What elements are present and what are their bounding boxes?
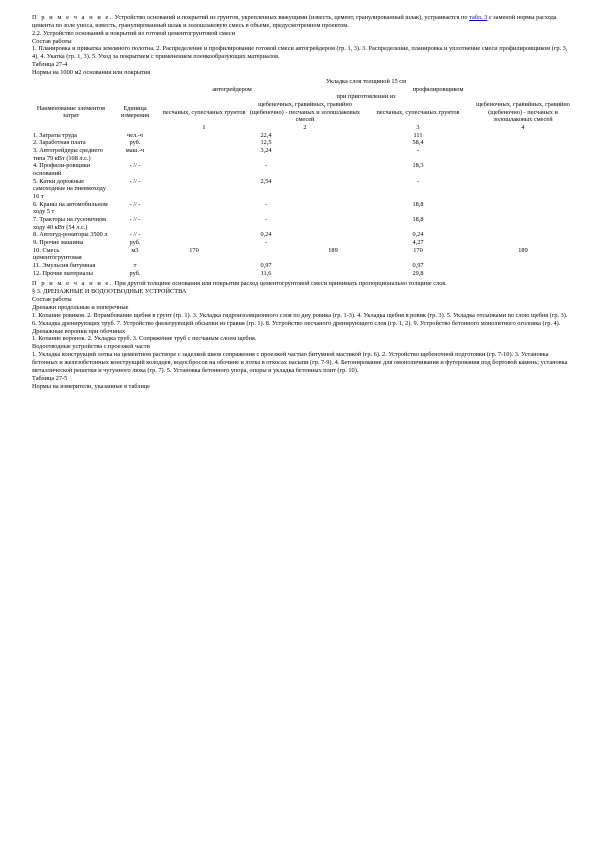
row-value-shared-34: 0,97 [412, 262, 424, 269]
row-unit: руб. [129, 238, 141, 246]
row-unit: - // - [129, 200, 141, 208]
row-name: 5. Катки дорожные самоходные на пневмоходу 16 т [33, 177, 107, 200]
table-row [32, 147, 572, 162]
row-name: 4. Профили-ровщики оснований [33, 162, 91, 177]
column-header-4: щебеночных, гравийных, гравийно (щебеночно) - песчаных и золошлаковых смесей [476, 100, 570, 124]
table-row [32, 231, 572, 239]
culverts-text: 1. Укладка конструкций лотка на цементном растворе с заделкой швов сопряжения с проезжей частью битумной мастикой (гр. 6). 2. Устройство щебеночной подготовки (гр. 7-10). 3. Установка бетонных и железобетонных конструкций колодцев, водосбросов на обочине и лотка в откосах насыпи (гр. 7-9). 4. Бетонирование для омоноличивания и футерования под бортовой камень; установка металлической решетки и чугунного люка (гр. 7). 5. Установка бетонного упора, опоры и укладка бетонных плит (гр. 10). [32, 351, 568, 374]
row-value-shared-12: 0,24 [260, 231, 272, 239]
row-value-shared-12: - [264, 215, 268, 223]
row-value-shared-34: 18,8 [412, 200, 424, 208]
row-value-shared-34: 170 [413, 246, 423, 254]
row-name: 12. Прочие материалы [33, 269, 93, 277]
row-unit: руб. [129, 139, 141, 147]
row-value-shared-12: - [264, 162, 268, 170]
row-value-col1 [160, 178, 228, 201]
row-value-col4 [474, 262, 572, 270]
row-value-col2 [304, 132, 362, 140]
row-value-col4 [474, 216, 572, 231]
row-value-col1 [160, 270, 228, 278]
row-name: 3. Автогрейдеры среднего типа 79 кВт (108 л.с.) [33, 146, 103, 162]
table-row [32, 247, 572, 262]
row-value-shared-34: 18,8 [412, 215, 424, 223]
row-name: 11. Эмульсия битумная [33, 262, 96, 269]
row-name: 7. Тракторы на гусеничном ходу 40 кВт (54 л.с.) [33, 215, 107, 231]
row-value-col4 [474, 132, 572, 140]
row-value-col4 [474, 178, 572, 201]
row-value-col1 [160, 201, 228, 216]
row-value-shared-12: 12,5 [260, 139, 272, 147]
row-value-shared-34: - [416, 146, 420, 154]
row-value-col1 [160, 147, 228, 162]
drains-heading: Дренажи продольные и поперечные [32, 303, 129, 311]
row-unit: руб. [129, 269, 141, 277]
row-value-col1 [160, 139, 228, 147]
row-value-col1 [160, 239, 228, 247]
row-value-col2 [304, 201, 362, 216]
column-number-2: 2 [303, 123, 307, 131]
row-unit: т [133, 262, 137, 269]
group-header-grader: автогрейдером [212, 85, 252, 93]
row-value-col2 [304, 270, 362, 278]
row-unit: чел.-ч [127, 131, 143, 139]
table-row [32, 239, 572, 247]
table-27-5-caption: Нормы на измерители, указанные в таблице [32, 382, 150, 390]
row-value-shared-12: 3,24 [260, 146, 272, 154]
row-value-shared-34: - [416, 177, 420, 185]
drains-text: 1. Копание ровиков. 2. Втрамбование щебня в грунт (гр. 1). 3. Укладка гидроизоляционного слоя по дну ровика (гр. 1-3). 4. Укладка щебня в ровик (гр. 3). 5. Укладка отсыпками по слою щебня (гр. 3). 6. Укладка дренирующих труб. 7. Устройство фильтрующей обсыпки из гравия (гр. 1). 8. Устройство песчаного дренирующего слоя (гр. 1, 2). 9. Устройство бетонного монолитного оголовка (гр. 4). [32, 311, 568, 327]
row-value-col4 [474, 139, 572, 147]
work-text: 1. Планировка и прикатка земляного полотна. 2. Распределение и профилирование готовой смеси автогрейдером (гр. 1, 3). 3. Распределение, планировка и уплотнение смеси профилировщиком (гр. 3, 4). 4. Укатка (гр. 1, 3). 5. Уход за покрытием с применением пленкообразующих материалов. [32, 45, 568, 61]
row-value-col2 [304, 239, 362, 247]
row-value-col1 [160, 262, 228, 270]
row-unit: маш.-ч [125, 146, 145, 154]
culverts-heading: Водоотводные устройства с проезжей части [32, 343, 150, 351]
note-2-text: При другой толщине основания или покрытия расход цементогрунтовой смеси принимать пропорционально толщине слоя. [113, 280, 447, 288]
table-row [32, 132, 572, 140]
row-name: 9. Прочие машины [33, 238, 84, 246]
row-value-col2 [304, 178, 362, 201]
row-value-shared-34: 4,27 [412, 238, 424, 246]
section-2-2-title: 2.2. Устройство оснований и покрытий из готовой цементогрунтовой смеси [32, 29, 235, 37]
subgroup-header: при приготовлении из [336, 93, 396, 101]
table-row [32, 178, 572, 201]
row-value-col1 [160, 162, 228, 177]
column-number-4: 4 [521, 123, 525, 131]
table-row [32, 270, 572, 278]
row-value-shared-12: - [264, 200, 268, 208]
note-2-prefix: П р и м е ч а н и е. [32, 280, 114, 288]
row-value-col1 [160, 216, 228, 231]
column-header-3: песчаных, супесчаных грунтов [376, 108, 460, 116]
row-unit: - // - [129, 215, 141, 223]
row-name: 8. Автогуд-ронаторы 3500 л [33, 231, 108, 239]
row-unit: - // - [129, 177, 141, 185]
row-value-col2: 189 [328, 246, 338, 254]
wells-heading: Дренажные воронки при обочинах [32, 327, 126, 335]
row-value-shared-12: 2,54 [260, 177, 272, 185]
section-3-title: § 3. ДРЕНАЖНЫЕ И ВОДООТВОДНЫЕ УСТРОЙСТВА [32, 288, 187, 296]
row-value-col4 [474, 162, 572, 177]
row-name: 10. Смесь цементогрунтовая [33, 246, 82, 262]
table-row [32, 201, 572, 216]
column-header-2: щебеночных, гравийных, гравийно (щебеночно) - песчаных и золошлаковых смесей [249, 100, 361, 124]
work-heading: Состав работы [32, 37, 72, 45]
row-name: 1. Затраты труда [33, 131, 77, 139]
table-row [32, 162, 572, 177]
row-value-shared-12 [228, 247, 304, 262]
row-value-shared-12: 22,4 [260, 131, 272, 139]
row-value-shared-12: 0,97 [260, 262, 272, 269]
row-value-shared-34: 29,8 [412, 269, 424, 277]
column-number-1: 1 [202, 123, 206, 131]
table-row [32, 262, 572, 270]
section-3-work-heading: Состав работы [32, 296, 72, 304]
row-name: 2. Заработная плата [33, 139, 86, 147]
column-header-unit: Единица измерения [120, 104, 150, 120]
row-unit: - // - [129, 231, 141, 239]
table-top-header: Укладка слоя толщиной 15 см [325, 77, 407, 85]
row-value-col2 [304, 162, 362, 177]
table-number: Таблица 27-4 [32, 61, 68, 69]
row-value-col2 [304, 262, 362, 270]
row-value-col2 [304, 147, 362, 162]
row-unit: - // - [129, 162, 141, 170]
column-header-1: песчаных, супесчаных грунтов [162, 108, 246, 116]
note-text-a: Устройство оснований и покрытий из грунтов, укрепленных вяжущими (известь, цемент, гранулированный шлак), устраивается по [113, 14, 470, 21]
norms-table [32, 78, 572, 277]
row-value-col4 [474, 231, 572, 239]
norms-table-body [32, 132, 572, 278]
note-text-b: с заменой нормы расхода цемента по золе уноса, известь, гранулированный шлак и золошлаковую смесь в объеме, предусмотренном проектом. [32, 14, 557, 29]
note-paragraph [32, 14, 572, 30]
row-value-shared-12: - [264, 238, 268, 246]
wells-text: 1. Копание воронок. 2. Укладка труб. 3. Сопряжение труб с песчаным слоем щебня. [32, 335, 257, 343]
row-value-col4 [474, 147, 572, 162]
row-value-col1 [160, 132, 228, 140]
row-value-shared-12: 11,6 [260, 269, 272, 277]
row-value-col2 [304, 231, 362, 239]
norms-caption: Нормы на 1000 м2 основания или покрытия [32, 69, 151, 77]
row-name: 6. Краны на автомобильном ходу 5 т [33, 200, 108, 216]
row-value-col1: 170 [189, 246, 199, 254]
row-value-col4 [474, 270, 572, 278]
row-value-shared-34: 58,4 [412, 139, 424, 147]
table-3-link[interactable]: табл. 3 [469, 14, 488, 21]
note-prefix: П р и м е ч а н и е. [32, 14, 114, 21]
row-value-col4 [474, 239, 572, 247]
row-value-col4: 189 [518, 246, 528, 254]
row-unit: м3 [131, 246, 139, 254]
row-value-col2 [304, 216, 362, 231]
row-value-shared-34: 18,3 [412, 162, 424, 170]
group-header-profiler: профилировщиком [412, 85, 464, 93]
row-value-col2 [304, 139, 362, 147]
column-number-3: 3 [416, 123, 420, 131]
row-value-shared-34: 0,24 [412, 231, 424, 239]
row-value-col1 [160, 231, 228, 239]
table-row [32, 216, 572, 231]
table-27-5-number: Таблица 27-5 [32, 374, 68, 382]
table-row [32, 139, 572, 147]
document-page [32, 12, 572, 390]
column-header-name: Наименование элементов затрат [36, 104, 106, 120]
row-value-shared-34: 111 [413, 131, 423, 139]
row-value-col4 [474, 201, 572, 216]
